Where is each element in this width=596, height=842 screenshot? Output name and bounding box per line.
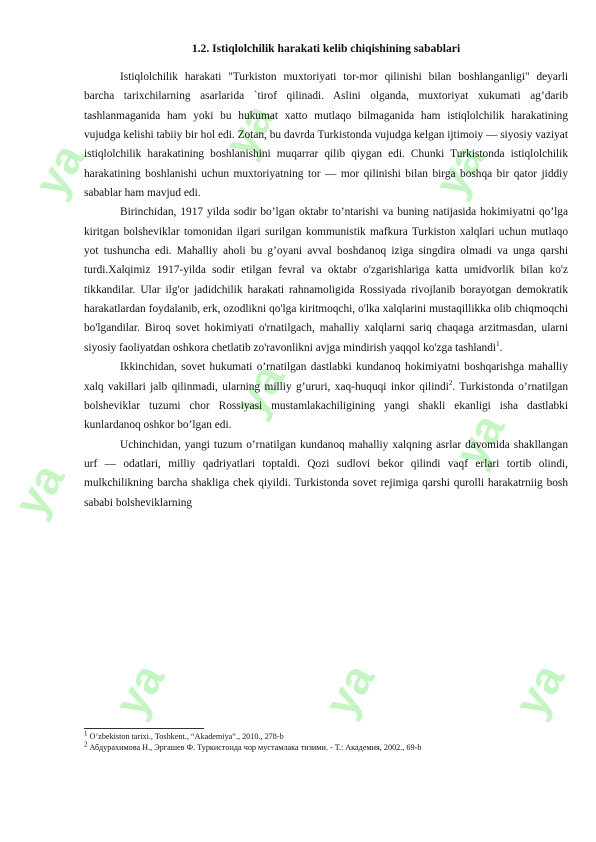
footnote-ref-2[interactable]: 2: [448, 378, 453, 387]
paragraph-third-reason: Uchinchidan, yangi tuzum o’rnatilgan kundanoq mahalliy xalqning asrlar davomida shakllangan urf — odatlari, milliy qadriyatlari toptaldi. Qozi sudlovi bekor qilindi vaqf erlari tortib olindi, mulkchilikning barcha shakliga chek qiyildi. Turkistonda sovet rejimiga qarshi qurolli harakatrniig bosh sababi bolsheviklarning: [84, 438, 568, 509]
body-text: [84, 68, 568, 513]
paragraph-text-end: . Turkistonda o’rnatilgan bolsheviklar tuzumi chor Rossiyasi mustamlakachiligining yangi shakli ekanligi isha dastlabki kunlardanoq oshkor bo’lgan edi.: [84, 380, 569, 432]
paragraph-text: Birinchidan, 1917 yilda sodir bo’lgan oktabr to’ntarishi va buning natijasida hokimiyatni qo’lga kiritgan bolsheviklar tomonidan ilgari surilgan kommunistik mafkura Turkiston xalqlari uchun mutlaqo yot tushuncha edi. Mahalliy aholi bu g’oyani avval boshdanoq iziga singdira olmadi va unga qarshi turdi.Xalqimiz 1917-yilda sodir etilgan fevral va oktabr o'zgarishlariga katta umidvorlik bilan ko'z tikkandilar. Ular ilg'or jadidchilik harakati rahnamoligida Rossiyada rivojlanib borayotgan demokratik harakatlardan foydalanib, erk, ozodlikni qo'lga kiritmoqchi, o'lka xalqlarini mustaqillikka olib chiqmoqchi bo'lgandilar. Biroq sovet hokimiyati o'rnatilgach, mahalliy xalqlarni sariq chaqaga arzitmasdan, ularni siyosiy faoliyatdan oshkora chetlatib zo'ravonlikni avjga mindirish yaqqol ko'zga tashlandi: [84, 206, 568, 354]
footnote-mark: 2: [84, 740, 88, 749]
paragraph-text-end: .: [499, 341, 503, 354]
watermark-mark: ya: [3, 454, 75, 525]
watermark-mark: ya: [213, 94, 285, 165]
paragraph-second-reason: [84, 358, 568, 435]
footnote-1: [84, 731, 568, 742]
footnote-mark: 1: [84, 729, 88, 738]
paragraph-intro: Istiqlolchilik harakati "Turkiston muxtoriyati tor-mor qilinishi bilan boshlanganligi" deyarli barcha tarixchilarning asarlarida `tirof qilinadi. Aslini olganda, muxtoriyat xukumati ag’darib tashlanmaganida ham yoki bu hukumat xatto mutlaqo bilmaganida ham istiqlolchilik harakatining vujudga kelishi tabiiy bir hol edi. Zotan, bu davrda Turkistonda vujudga kelgan ijtimoiy — siyosiy vaziyat istiqlolchilik harakatining boshlanishini muqarrar qilib qiygan edi. Chunki Turkistonda istiqlolchilik harakatining boshlanishi uchun muxtoriyatning tor — mor qilinishi bilan birga boshqa bir qator jiddiy sabablar ham mavjud edi.: [84, 71, 568, 200]
watermark-mark: ya: [23, 134, 95, 205]
watermark-mark: ya: [103, 654, 175, 725]
paragraph-first-reason: [84, 203, 568, 358]
watermark-mark: ya: [423, 134, 495, 205]
footnote-text: Абдурахимова Н., Эргашев Ф. Туркистонда чор мустамлака тизими. - Т.: Академия, 2002., 69-b: [87, 743, 422, 752]
watermark-mark: ya: [223, 354, 295, 425]
footnotes: [84, 731, 568, 753]
footnote-2: [84, 742, 568, 753]
footnote-ref-1[interactable]: 1: [496, 340, 500, 349]
watermark-mark: ya: [443, 404, 515, 475]
section-heading: 1.2. Istiqlolchilik harakati kelib chiqishining sabablari: [191, 42, 461, 55]
footnote-divider: [84, 728, 204, 729]
watermark-mark: ya: [503, 654, 575, 725]
footnote-text: O’zbekiston tarixi., Toshkent., “Akademiya”., 2010., 278-b: [87, 732, 284, 741]
watermark-mark: ya: [313, 654, 385, 725]
paragraph-text: Ikkinchidan, sovet hukumati o’rnatilgan dastlabki kundanoq hokimiyatni boshqarishga mahalliy xalq vakillari jalb qilinmadi, ularning milliy g’ururi, xaq-huquqi inkor qilindi: [84, 361, 568, 393]
